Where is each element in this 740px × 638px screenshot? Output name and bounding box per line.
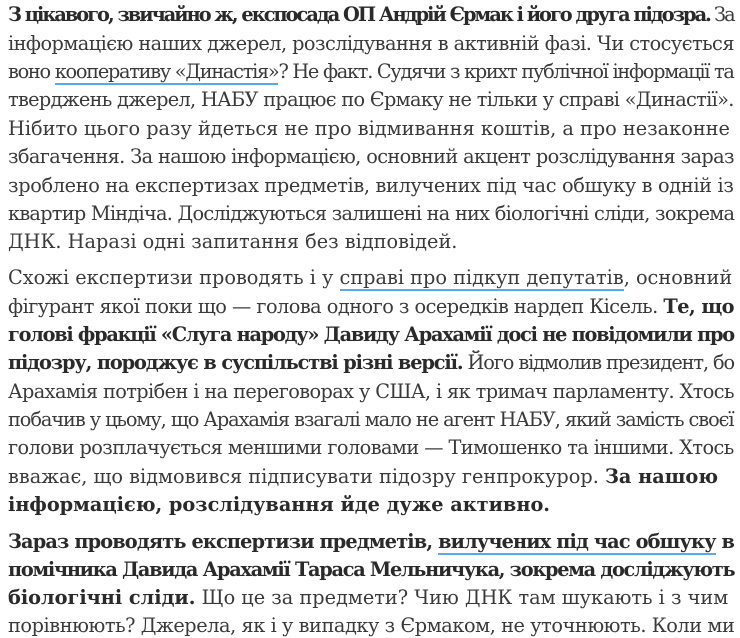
body-text: Арахамія потрібен і на переговорах у США, і як тримач парламенту. Хтось xyxy=(8,380,734,403)
text-line xyxy=(8,117,730,141)
body-text: збагачення. За нашою інформацією, основний акцент розслідування зараз xyxy=(8,145,734,168)
body-text: воно xyxy=(8,60,55,83)
body-text: вважає, що відмовився підписувати підозру генпрокурор. xyxy=(8,465,605,488)
bold-text: біологічні сліди. xyxy=(8,586,196,609)
link-text: справі про підкуп депутатів xyxy=(339,266,624,289)
link-text: кооперативу «Династія» xyxy=(54,60,279,83)
bold-text: в xyxy=(715,530,735,553)
text-line xyxy=(8,202,734,226)
body-text: інформацією наших джерел, розслідування в активній фазі. Чи стосується xyxy=(8,32,734,55)
text-line xyxy=(8,88,734,112)
article-link[interactable] xyxy=(55,60,279,85)
text-line xyxy=(8,266,732,290)
bold-text: голові фракції «Слуга народу» Давиду Арахамії досі не повідомили про xyxy=(8,323,734,346)
text-line xyxy=(8,586,728,610)
text-line xyxy=(8,323,734,347)
article-link[interactable] xyxy=(438,530,716,555)
text-line xyxy=(8,436,734,460)
text-line xyxy=(8,3,734,27)
bold-text: З цікавого, звичайно ж, експосада ОП Андрій Єрмак і його друга підозра. xyxy=(8,3,710,26)
text-line xyxy=(8,530,734,554)
text-line xyxy=(8,493,550,517)
text-line xyxy=(8,614,734,638)
body-text: Схожі експертизи проводять і у xyxy=(8,266,340,289)
body-text: Нібито цього разу йдеться не про відмивання коштів, а про незаконне xyxy=(8,117,730,140)
body-text: побачив у цьому, що Арахамія взагалі мало не агент НАБУ, який замість своєї xyxy=(8,408,734,431)
body-text: голови розплачується меншими головами — Тимошенко та іншими. Хтось xyxy=(8,436,734,459)
body-text: За xyxy=(709,3,734,26)
bold-text: За нашою xyxy=(604,465,719,488)
text-line xyxy=(8,295,734,319)
text-line xyxy=(8,558,734,582)
text-line xyxy=(8,408,734,432)
text-line xyxy=(8,60,734,84)
body-text: фігурант якої поки що — голова одного з осередків нардеп Кісель. xyxy=(8,295,664,318)
body-text: порівнюють? Джерела, як і у випадку з Єрмаком, не уточнюють. Коли ми xyxy=(8,614,735,637)
body-text: ? Не факт. Судячи з крихт публічної інформації та xyxy=(278,60,734,83)
bold-text: Те, що xyxy=(663,295,735,318)
body-text: ДНК. Наразі одні запитання без відповідей. xyxy=(8,230,458,253)
body-text: Що це за предмети? Чию ДНК там шукають і з чим xyxy=(195,586,729,609)
link-text: вилучених під час обшуку xyxy=(438,530,716,553)
body-text: квартир Міндіча. Досліджуються залишені на них біологічні сліди, зокрема xyxy=(8,202,735,225)
text-line xyxy=(8,230,457,254)
body-text: зроблено на експертизах предметів, вилучених під час обшуку в одній із xyxy=(8,174,734,197)
text-line xyxy=(8,32,734,56)
text-line xyxy=(8,380,734,404)
bold-text: Зараз проводять експертизи предметів, xyxy=(8,530,439,553)
body-text: , основний xyxy=(623,266,733,289)
text-line xyxy=(8,174,734,198)
text-line xyxy=(8,145,734,169)
bold-text: інформацією, розслідування йде дуже активно. xyxy=(8,493,551,516)
article-link[interactable] xyxy=(340,266,624,291)
text-line xyxy=(8,351,734,375)
text-line xyxy=(8,465,718,489)
bold-text: підозру, породжує в суспільстві різні версії. xyxy=(8,351,463,374)
body-text: Його відмолив президент, бо xyxy=(462,351,735,374)
bold-text: помічника Давида Арахамії Тараса Мельничука, зокрема досліджують xyxy=(8,558,735,581)
body-text: тверджень джерел, НАБУ працює по Єрмаку не тільки у справі «Династії». xyxy=(8,88,734,111)
